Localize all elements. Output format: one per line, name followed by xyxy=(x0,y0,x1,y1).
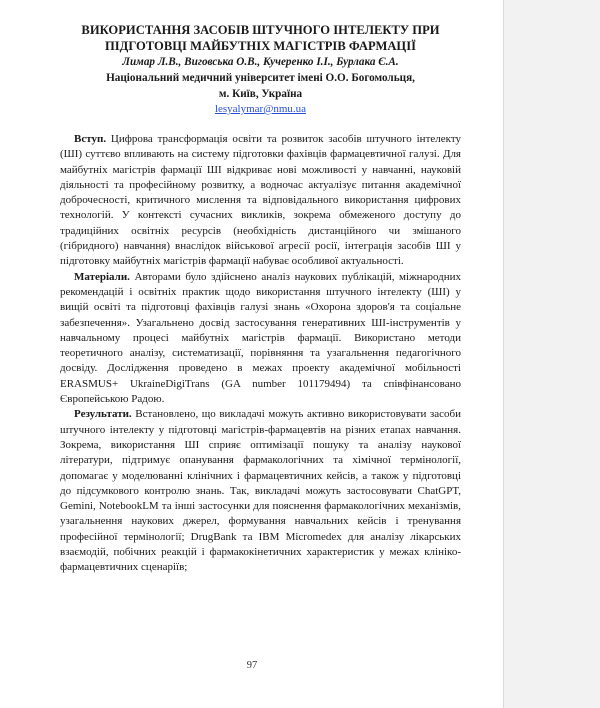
section-text: Цифрова трансформація освіти та розвиток засобів штучного інтелекту (ШІ) суттєво впливають на систему підготовки фахівців фармацевтичної галузі. Для майбутніх магістрів фармації ШІ відкриває нові можливості у навчанні, науковій діяльності та професійному розвитку, а водночас актуалізує питання академічної доброчесності, критичного мислення та відповідального використання цифрових технологій. У контексті сучасних викликів, зокрема обмеженого доступу до традиційних освітніх ресурсів (необхідність дистанційного чи змішаного (гібридного) навчання) внаслідок військової агресії росії, інтеграція засобів ШІ у підготовку майбутніх магістрів фармації набуває особливої актуальності. xyxy=(60,133,461,268)
author-email xyxy=(60,102,461,117)
email-link[interactable]: lesyalymar@nmu.ua xyxy=(214,103,307,115)
section-lead: Результати. xyxy=(74,408,132,421)
affiliation xyxy=(60,70,461,102)
section-introduction xyxy=(60,132,461,270)
section-lead: Матеріали. xyxy=(74,270,130,283)
title-line-1: ВИКОРИСТАННЯ ЗАСОБІВ ШТУЧНОГО ІНТЕЛЕКТУ ПРИ xyxy=(81,23,440,37)
authors: Лимар Л.В., Виговська О.В., Кучеренко І.І., Бурлака Є.А. xyxy=(122,56,399,68)
section-results xyxy=(60,407,461,575)
document-body xyxy=(60,132,461,576)
affiliation-line-2: м. Київ, Україна xyxy=(218,88,303,100)
section-text: Встановлено, що викладачі можуть активно використовувати засоби штучного інтелекту у підготовці магістрів-фармацевтів на різних етапах навчання. Зокрема, використання ШІ сприяє оптимізації пошуку та аналізу наукової літератури, підтримує опанування фармакологічних та хімічної термінології, допомагає у моделюванні клінічних і фармацевтичних кейсів, а також у підготовці до підсумкового контролю знань. Так, викладачі можуть застосовувати ChatGPT, Gemini, NotebookLM та інші застосунки для пояснення фармакологічних механізмів, узагальнення наукових джерел, формування навчальних кейсів і тренування професійної термінології; DrugBank та IBM Micromedex для аналізу лікарських взаємодій, побічних реакцій і фармакокінетичних характеристик у межах клініко-фармацевтичних сценаріїв; xyxy=(60,408,461,574)
section-lead: Вступ. xyxy=(74,133,107,145)
affiliation-line-1: Національний медичний університет імені О.О. Богомольця, xyxy=(106,72,415,84)
page-number: 97 xyxy=(246,660,258,671)
title-line-2: ПІДГОТОВЦІ МАЙБУТНІХ МАГІСТРІВ ФАРМАЦІЇ xyxy=(104,39,417,53)
section-text: Авторами було здійснено аналіз наукових публікацій, міжнародних рекомендацій і освітніх практик щодо використання штучного інтелекту (ШІ) у вищій освіті та підготовці фахівців галузі знань «Охорона здоров'я та соціальне забезпечення». Узагальнено досвід застосування генеративних ШІ-інструментів у навчальному процесі майбутніх магістрів фармації. Використано методи теоретичного аналізу, систематизації, порівняння та узагальнення педагогічного досвіду. Дослідження проведено в межах проекту академічної мобільності ERASMUS+ UkraineDigiTrans (GA number 101179494) та співфінансовано Європейською Радою. xyxy=(60,270,461,406)
section-materials xyxy=(60,270,461,408)
document-title xyxy=(60,22,461,54)
viewer-side-panel xyxy=(504,0,600,708)
